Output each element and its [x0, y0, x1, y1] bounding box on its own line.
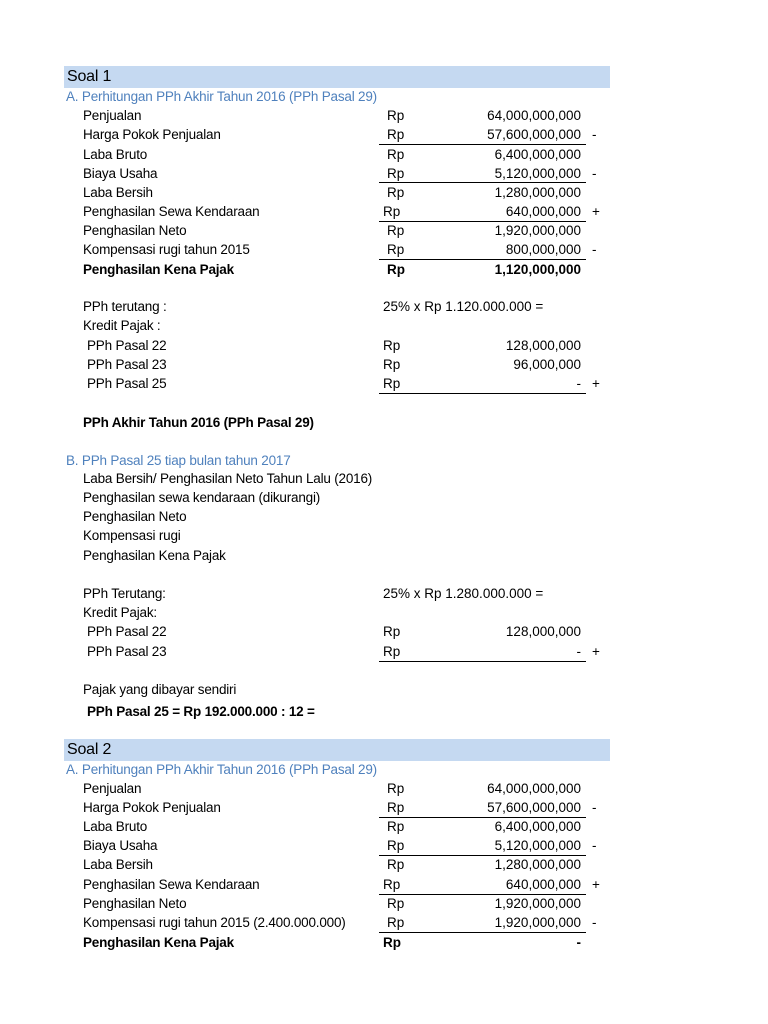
row-label: Penghasilan Sewa Kendaraan: [83, 204, 260, 219]
row-currency: Rp: [387, 857, 405, 872]
row-amount: 57,600,000,000: [487, 800, 581, 815]
kredit-row: [0, 622, 768, 641]
pph-terutang-row: [0, 584, 768, 603]
row-label: PPh Pasal 22: [87, 624, 167, 639]
row-currency: Rp: [387, 896, 405, 911]
line-label: Penghasilan sewa kendaraan (dikurangi): [83, 490, 321, 505]
kredit-row: [0, 642, 768, 661]
row-label: Penghasilan Neto: [83, 223, 187, 238]
row-amount: 128,000,000: [505, 624, 581, 639]
row-currency: Rp: [387, 223, 405, 238]
row-amount: 6,400,000,000: [494, 819, 581, 834]
list-item: [0, 469, 768, 488]
row-label: Laba Bersih: [83, 185, 153, 200]
row-currency: Rp: [383, 357, 401, 372]
row-amount: 57,600,000,000: [487, 127, 581, 142]
kredit-pajak-row: [0, 316, 768, 335]
row-currency: Rp: [387, 800, 405, 815]
row-operator: -: [592, 166, 597, 181]
line-label: Laba Bersih/ Penghasilan Neto Tahun Lalu (2016): [83, 471, 373, 486]
table-row: [0, 106, 768, 125]
row-operator: +: [592, 376, 600, 391]
soal-2-header: Soal 2: [64, 739, 610, 761]
row-currency: Rp: [387, 127, 405, 142]
table-row: [0, 798, 768, 817]
row-amount: 1,280,000,000: [494, 857, 581, 872]
row-currency: Rp: [383, 644, 401, 659]
soal-1-part-a-title: A. Perhitungan PPh Akhir Tahun 2016 (PPh Pasal 29): [66, 89, 377, 104]
soal-2-part-a-title: A. Perhitungan PPh Akhir Tahun 2016 (PPh Pasal 29): [66, 762, 377, 777]
table-row: [0, 202, 768, 221]
line-label: Kompensasi rugi: [83, 528, 181, 543]
row-label: PPh Pasal 25: [87, 376, 167, 391]
table-row: [0, 183, 768, 202]
row-amount: 1,920,000,000: [494, 896, 581, 911]
result-row: [0, 413, 768, 432]
row-currency: Rp: [387, 147, 405, 162]
row-label: Penghasilan Neto: [83, 896, 187, 911]
row-currency: Rp: [387, 185, 405, 200]
row-amount: 64,000,000,000: [487, 781, 581, 796]
pph-29-result-label: PPh Akhir Tahun 2016 (PPh Pasal 29): [83, 415, 314, 430]
row-currency: Rp: [387, 915, 405, 930]
row-operator: -: [592, 915, 597, 930]
row-amount: 1,120,000,000: [494, 262, 581, 277]
row-operator: -: [592, 800, 597, 815]
row-currency: Rp: [387, 166, 405, 181]
row-amount: 1,280,000,000: [494, 185, 581, 200]
row-label: Harga Pokok Penjualan: [83, 800, 221, 815]
kredit-pajak-label: Kredit Pajak :: [83, 318, 161, 333]
table-row: [0, 779, 768, 798]
list-item: [0, 546, 768, 565]
row-currency: Rp: [383, 624, 401, 639]
row-label: Harga Pokok Penjualan: [83, 127, 221, 142]
row-label: Laba Bruto: [83, 147, 148, 162]
row-label: Penjualan: [83, 781, 142, 796]
table-row-total: [0, 933, 768, 952]
table-row: [0, 894, 768, 913]
row-currency: Rp: [383, 376, 401, 391]
row-currency: Rp: [387, 781, 405, 796]
kredit-row: [0, 355, 768, 374]
soal-1-part-b-title: B. PPh Pasal 25 tiap bulan tahun 2017: [66, 453, 291, 468]
table-row: [0, 875, 768, 894]
row-amount: -: [576, 644, 581, 659]
row-amount: -: [576, 935, 581, 950]
row-label: PPh Pasal 23: [87, 644, 167, 659]
result-row: [0, 702, 768, 721]
table-row: [0, 855, 768, 874]
row-amount: 5,120,000,000: [494, 838, 581, 853]
list-item: [0, 507, 768, 526]
pph-terutang-label: PPh terutang :: [83, 299, 167, 314]
row-operator: -: [592, 127, 597, 142]
table-row: [0, 145, 768, 164]
line-label: Penghasilan Neto: [83, 509, 187, 524]
row-currency: Rp: [383, 338, 401, 353]
kredit-pajak-row: [0, 603, 768, 622]
row-currency: Rp: [383, 877, 401, 892]
row-operator: +: [592, 204, 600, 219]
row-label: Penjualan: [83, 108, 142, 123]
row-label: Penghasilan Kena Pajak: [83, 935, 234, 950]
table-row: [0, 125, 768, 144]
row-label: Penghasilan Kena Pajak: [83, 262, 234, 277]
pajak-dibayar-row: [0, 680, 768, 699]
table-row: [0, 221, 768, 240]
kredit-row: [0, 374, 768, 393]
row-label: Laba Bruto: [83, 819, 148, 834]
kredit-pajak-label: Kredit Pajak:: [83, 605, 157, 620]
row-operator: +: [592, 877, 600, 892]
table-row: [0, 817, 768, 836]
soal-1-header: Soal 1: [64, 66, 610, 88]
list-item: [0, 526, 768, 545]
row-amount: 1,920,000,000: [494, 915, 581, 930]
row-amount: 640,000,000: [505, 877, 581, 892]
pph-terutang-formula: 25% x Rp 1.120.000.000 =: [383, 299, 544, 314]
table-row: [0, 164, 768, 183]
row-currency: Rp: [387, 108, 405, 123]
row-currency: Rp: [387, 819, 405, 834]
row-amount: 6,400,000,000: [494, 147, 581, 162]
row-label: PPh Pasal 23: [87, 357, 167, 372]
row-currency: Rp: [387, 838, 405, 853]
row-operator: -: [592, 838, 597, 853]
pph-terutang-formula: 25% x Rp 1.280.000.000 =: [383, 586, 544, 601]
table-row-total: [0, 260, 768, 279]
table-row: [0, 240, 768, 259]
row-operator: +: [592, 644, 600, 659]
row-amount: 96,000,000: [513, 357, 581, 372]
kredit-row: [0, 336, 768, 355]
table-row: [0, 913, 768, 932]
row-currency: Rp: [383, 204, 401, 219]
row-label: Penghasilan Sewa Kendaraan: [83, 877, 260, 892]
row-label: Biaya Usaha: [83, 166, 158, 181]
sum-underline: [379, 661, 586, 662]
row-amount: -: [576, 376, 581, 391]
row-currency: Rp: [383, 935, 401, 950]
row-currency: Rp: [387, 262, 405, 277]
row-amount: 800,000,000: [505, 242, 581, 257]
sum-underline: [379, 393, 586, 394]
row-amount: 1,920,000,000: [494, 223, 581, 238]
line-label: Penghasilan Kena Pajak: [83, 548, 226, 563]
row-amount: 5,120,000,000: [494, 166, 581, 181]
row-amount: 64,000,000,000: [487, 108, 581, 123]
row-label: Laba Bersih: [83, 857, 153, 872]
row-currency: Rp: [387, 242, 405, 257]
pajak-dibayar-label: Pajak yang dibayar sendiri: [83, 682, 237, 697]
pph-terutang-row: [0, 297, 768, 316]
row-label: PPh Pasal 22: [87, 338, 167, 353]
pph-25-result-label: PPh Pasal 25 = Rp 192.000.000 : 12 =: [87, 704, 315, 719]
list-item: [0, 488, 768, 507]
row-operator: -: [592, 242, 597, 257]
row-amount: 640,000,000: [505, 204, 581, 219]
row-label: Kompensasi rugi tahun 2015: [83, 242, 250, 257]
row-label: Biaya Usaha: [83, 838, 158, 853]
pph-terutang-label: PPh Terutang:: [83, 586, 166, 601]
row-amount: 128,000,000: [505, 338, 581, 353]
table-row: [0, 836, 768, 855]
row-label: Kompensasi rugi tahun 2015 (2.400.000.000): [83, 915, 346, 930]
